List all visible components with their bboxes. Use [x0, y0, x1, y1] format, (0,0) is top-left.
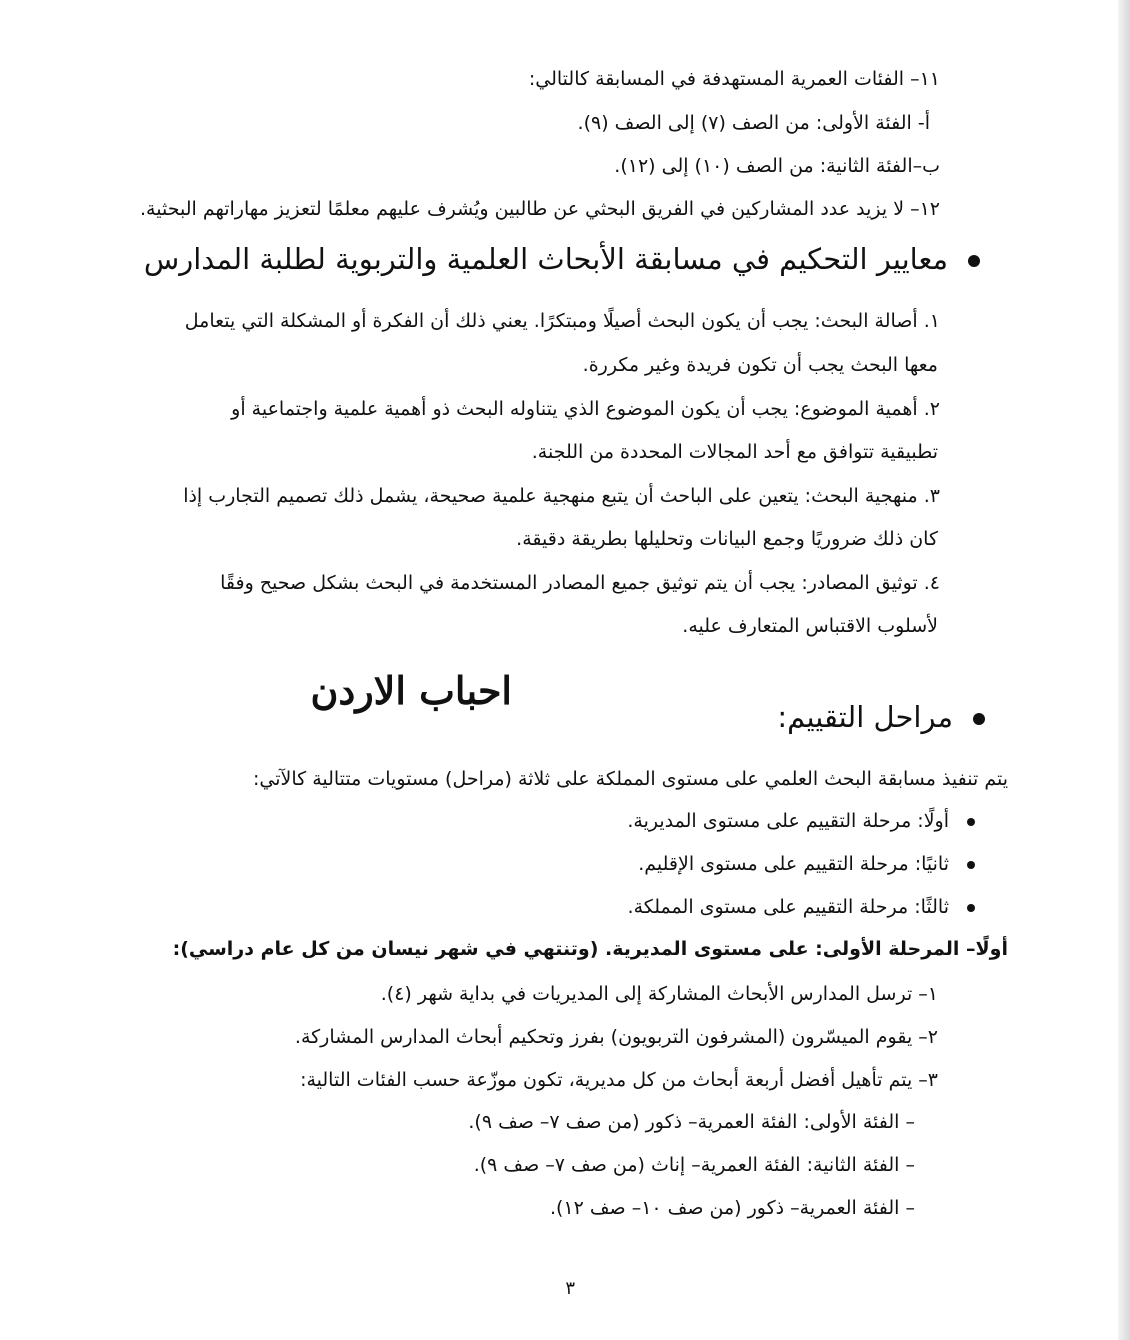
criterion-3-line-2: كان ذلك ضروريًا وجمع البيانات وتحليلها بطريقة دقيقة. — [516, 528, 938, 550]
criteria-heading — [144, 242, 980, 276]
page-edge — [1118, 0, 1130, 1340]
bullet-icon — [973, 713, 985, 725]
criterion-3-line-1: ٣. منهجية البحث: يتعين على الباحث أن يتبع منهجية علمية صحيحة، يشمل ذلك تصميم التجارب إذا — [183, 485, 940, 507]
stage-label: أولًا: مرحلة التقييم على مستوى المديرية. — [627, 810, 949, 832]
criterion-1-line-2: معها البحث يجب أن تكون فريدة وغير مكررة. — [582, 354, 938, 376]
page-number: ٣ — [565, 1278, 575, 1299]
stage-label: ثانيًا: مرحلة التقييم على مستوى الإقليم. — [638, 853, 949, 875]
bullet-icon — [968, 255, 980, 267]
bullet-icon — [967, 818, 975, 826]
criterion-1-line-1: ١. أصالة البحث: يجب أن يكون البحث أصيلًا ومبتكرًا. يعني ذلك أن الفكرة أو المشكلة التي يتعامل — [184, 310, 940, 332]
rule-11-a: أ- الفئة الأولى: من الصف (٧) إلى الصف (٩). — [577, 112, 930, 134]
evaluation-heading — [777, 700, 985, 734]
stage-item — [628, 896, 975, 918]
stage-item — [638, 853, 975, 875]
category-item: – الفئة الثانية: الفئة العمرية– إناث (من صف ٧– صف ٩). — [473, 1154, 915, 1176]
rule-12: ١٢– لا يزيد عدد المشاركين في الفريق البحثي عن طالبين ويُشرف عليهم معلمًا لتعزيز مهاراتهم البحثية. — [140, 198, 940, 220]
criterion-4-line-1: ٤. توثيق المصادر: يجب أن يتم توثيق جميع المصادر المستخدمة في البحث بشكل صحيح وفقًا — [220, 572, 940, 594]
rule-11-intro: ١١– الفئات العمرية المستهدفة في المسابقة كالتالي: — [528, 68, 940, 90]
step-item: ١– ترسل المدارس الأبحاث المشاركة إلى المديريات في بداية شهر (٤). — [380, 983, 938, 1005]
criteria-heading-text: معايير التحكيم في مسابقة الأبحاث العلمية والتربوية لطلبة المدارس — [143, 242, 948, 276]
step-item: ٣– يتم تأهيل أفضل أربعة أبحاث من كل مديرية، تكون موزّعة حسب الفئات التالية: — [300, 1069, 938, 1091]
category-item: – الفئة العمرية– ذكور (من صف ١٠– صف ١٢). — [549, 1197, 915, 1219]
criterion-2-line-1: ٢. أهمية الموضوع: يجب أن يكون الموضوع الذي يتناوله البحث ذو أهمية علمية واجتماعية أو — [231, 398, 940, 420]
stage-label: ثالثًا: مرحلة التقييم على مستوى المملكة. — [627, 896, 949, 918]
bullet-icon — [967, 904, 975, 912]
stage-item — [627, 810, 975, 832]
stage-1-title: أولًا– المرحلة الأولى: على مستوى المديرية. (وتنتهي في شهر نيسان من كل عام دراسي): — [172, 938, 1008, 960]
evaluation-heading-text: مراحل التقييم: — [777, 700, 953, 734]
step-item: ٢– يقوم الميسّرون (المشرفون التربويون) بفرز وتحكيم أبحاث المدارس المشاركة. — [294, 1026, 938, 1048]
rule-11-b: ب–الفئة الثانية: من الصف (١٠) إلى (١٢). — [614, 155, 940, 177]
stamp-text: احباب الاردن — [310, 668, 512, 713]
bullet-icon — [967, 861, 975, 869]
category-item: – الفئة الأولى: الفئة العمرية– ذكور (من صف ٧– صف ٩). — [468, 1111, 915, 1133]
criterion-4-line-2: لأسلوب الاقتباس المتعارف عليه. — [682, 615, 938, 637]
evaluation-intro: يتم تنفيذ مسابقة البحث العلمي على مستوى المملكة على ثلاثة (مراحل) مستويات متتالية كالآتي: — [252, 768, 1008, 790]
criterion-2-line-2: تطبيقية تتوافق مع أحد المجالات المحددة من اللجنة. — [531, 441, 938, 463]
